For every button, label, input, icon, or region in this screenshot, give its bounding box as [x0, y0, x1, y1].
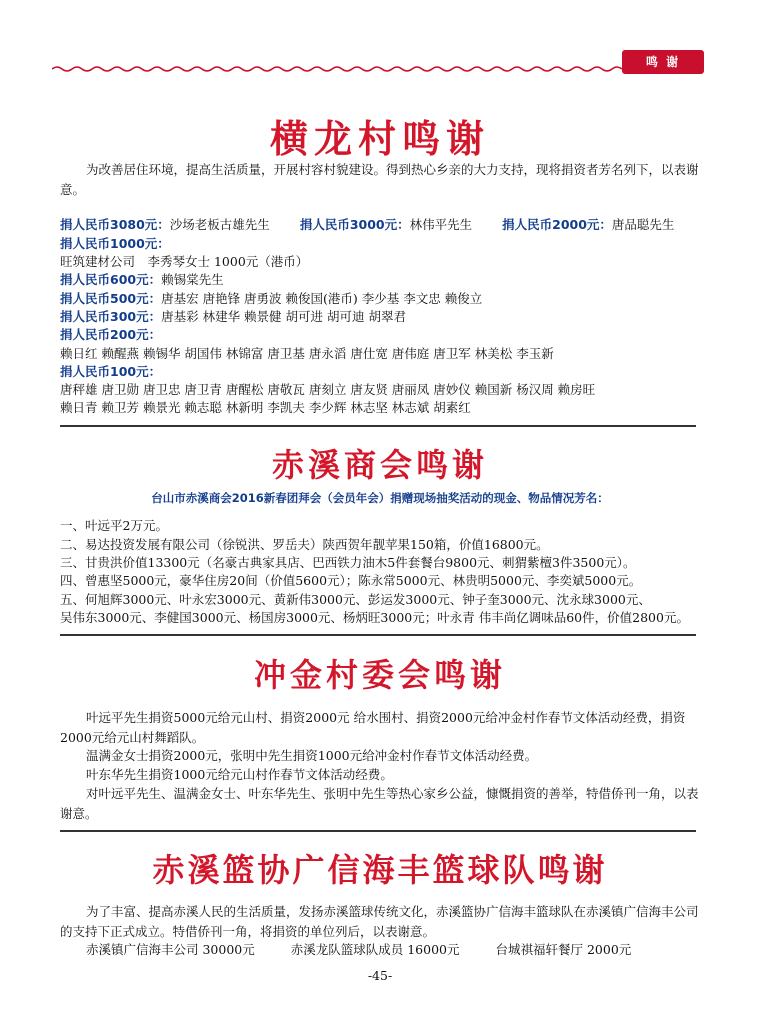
donation-names-100-row2: 赖日青 赖卫芳 赖景光 赖志聪 林新明 李凯夫 李少辉 林志坚 林志斌 胡素红 [60, 400, 471, 415]
donation-names-300: 唐基彩 林建华 赖景健 胡可进 胡可迪 胡翠君 [161, 309, 406, 324]
section3-paragraph-1: 叶远平先生捐资5000元给元山村、捐资2000元 给水围村、捐资2000元给冲金村作春节文体活动经费，捐资2000元给元山村舞蹈队。 [60, 710, 686, 745]
section2-subtitle: 台山市赤溪商会2016新春团拜会（会员年会）捐赠现场抽奖活动的现金、物品情况芳名： [151, 491, 609, 505]
donation-label-2000: 捐人民币2000元： [502, 217, 612, 232]
donation-names-2000: 唐品聪先生 [611, 217, 675, 232]
donation-label-1000: 捐人民币1000元： [60, 236, 170, 251]
section2-title: 赤溪商会鸣谢 [271, 446, 488, 484]
donation-label-600: 捐人民币600元： [60, 272, 162, 287]
header-section-tab: 鸣 谢 [622, 50, 704, 74]
section4-donor: 赤溪镇广信海丰公司 30000元 [86, 942, 255, 957]
donation-names-3000: 林伟平先生 [409, 217, 473, 232]
section-divider [60, 634, 696, 636]
donation-names-200: 赖日红 赖醒燕 赖锡华 胡国伟 林锦富 唐卫基 唐永滔 唐仕宽 唐伟庭 唐卫军 林美松 李玉新 [60, 346, 554, 361]
donation-label-3080: 捐人民币3080元： [60, 217, 170, 232]
donation-label-100: 捐人民币100元： [60, 364, 162, 379]
section4-title: 赤溪篮协广信海丰篮球队鸣谢 [152, 851, 608, 889]
section3-paragraph-2: 温满金女士捐资2000元，张明中先生捐资1000元给冲金村作春节文体活动经费。 [86, 748, 538, 763]
section-divider [60, 425, 696, 427]
section4-intro: 为了丰富、提高赤溪人民的生活质量，发扬赤溪篮球传统文化，赤溪篮协广信海丰篮球队在赤溪镇广信海丰公司的支持下正式成立。特借侨刊一角，将捐资的单位列后，以表谢意。 [60, 904, 699, 939]
donation-names-600: 赖锡棠先生 [161, 272, 224, 287]
donation-line-top [60, 215, 700, 235]
donation-names-3080: 沙场老板古雄先生 [169, 217, 270, 232]
section2-item: 吴伟东3000元、李健国3000元、杨国房3000元、杨炳旺3000元；叶永青 伟丰尚亿调味品60件，价值2800元。 [60, 610, 689, 625]
donation-label-300: 捐人民币300元： [60, 309, 162, 324]
section4-donor: 赤溪龙队篮球队成员 16000元 [290, 942, 460, 957]
section3-paragraph-4: 对叶远平先生、温满金女士、叶东华先生、张明中先生等热心家乡公益，慷慨捐资的善举，特借侨刊一角，以表谢意。 [60, 786, 699, 821]
section2-item: 二、易达投资发展有限公司（徐锐洪、罗岳夫）陕西贺年靓苹果150箱，价值16800元。 [60, 537, 549, 552]
section3-paragraph-3: 叶东华先生捐资1000元给元山村作春节文体活动经费。 [86, 767, 393, 782]
section2-item: 一、叶远平2万元。 [60, 518, 168, 533]
section-divider [60, 830, 696, 832]
donation-names-1000: 旺筑建材公司 李秀琴女士 1000元（港币） [60, 254, 309, 269]
donation-names-500: 唐基宏 唐艳锋 唐勇波 赖俊国(港币) 李少基 李文忠 赖俊立 [161, 291, 483, 306]
donation-names-100-row1: 唐秤雄 唐卫勋 唐卫忠 唐卫青 唐醒松 唐敬瓦 唐刻立 唐友贤 唐丽凤 唐妙仪 赖国新 杨汉周 赖房旺 [60, 382, 596, 397]
section2-item: 五、何旭辉3000元、叶永宏3000元、黄新伟3000元、彭运发3000元、钟子奎3000元、沈永球3000元、 [60, 592, 651, 607]
section4-donor-list [86, 940, 726, 960]
section2-item: 四、曾惠坚5000元，豪华住房20间（价值5600元）；陈永常5000元、林贵明5000元、李奕斌5000元。 [60, 573, 642, 588]
header-decorative-line [52, 64, 622, 74]
donation-label-500: 捐人民币500元： [60, 291, 162, 306]
section1-title: 横龙村鸣谢 [269, 117, 490, 161]
section4-donor: 台城祺福轩餐厅 2000元 [495, 942, 632, 957]
page-number: -45- [367, 968, 393, 983]
donation-label-200: 捐人民币200元： [60, 327, 162, 342]
section3-title: 冲金村委会鸣谢 [253, 656, 506, 694]
section1-intro: 为改善居住环境，提高生活质量，开展村容村貌建设。得到热心乡亲的大力支持，现将捐资者芳名列下，以表谢意。 [60, 162, 699, 197]
section2-item: 三、甘贵洪价值13300元（名豪古典家具店、巴西铁力油木5件套餐台9800元、刺猬紫檀3件3500元）。 [60, 555, 636, 570]
donation-label-3000: 捐人民币3000元： [299, 217, 410, 232]
